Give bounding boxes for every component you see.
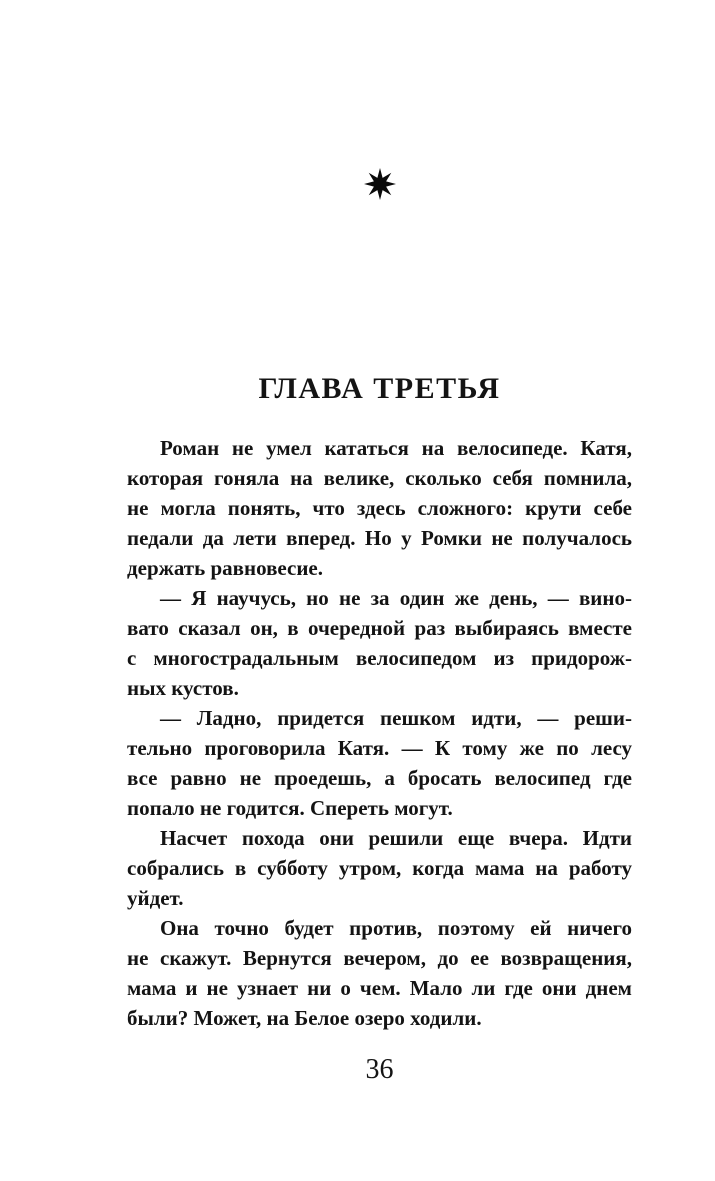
body-text bbox=[127, 433, 632, 1033]
body-line: педали да лети вперед. Но у Ромки не получалось bbox=[127, 526, 632, 550]
body-line: которая гоняла на велике, сколько себя помнила, bbox=[127, 466, 632, 490]
paragraph bbox=[127, 433, 632, 583]
body-line: попало не годится. Спереть могут. bbox=[127, 796, 453, 820]
paragraph bbox=[127, 913, 632, 1033]
page-number: 36 bbox=[365, 1054, 394, 1085]
body-line: — Я научусь, но не за один же день, — вино- bbox=[160, 586, 632, 610]
body-line: не скажут. Вернутся вечером, до ее возвращения, bbox=[127, 946, 632, 970]
paragraph bbox=[127, 703, 632, 823]
body-line: — Ладно, придется пешком идти, — реши- bbox=[160, 706, 632, 730]
body-line: мама и не узнает ни о чем. Мало ли где они днем bbox=[127, 976, 632, 1000]
body-line: Насчет похода они решили еще вчера. Идти bbox=[160, 826, 632, 850]
body-line: уйдет. bbox=[127, 886, 184, 910]
paragraph bbox=[127, 823, 632, 913]
body-line: были? Может, на Белое озеро ходили. bbox=[127, 1006, 482, 1030]
body-line: с многострадальным велосипедом из придорож- bbox=[127, 646, 632, 670]
chapter-ornament bbox=[127, 167, 632, 201]
body-line: не могла понять, что здесь сложного: крути себе bbox=[127, 496, 632, 520]
body-line: тельно проговорила Катя. — К тому же по лесу bbox=[127, 736, 632, 760]
body-line: все равно не проедешь, а бросать велосипед где bbox=[127, 766, 632, 790]
body-line: Она точно будет против, поэтому ей ничего bbox=[160, 916, 632, 940]
body-line: Роман не умел кататься на велосипеде. Катя, bbox=[160, 436, 632, 460]
body-line: ных кустов. bbox=[127, 676, 239, 700]
body-line: держать равновесие. bbox=[127, 556, 323, 580]
body-line: вато сказал он, в очередной раз выбираясь вместе bbox=[127, 616, 632, 640]
paragraph bbox=[127, 583, 632, 703]
body-line: собрались в субботу утром, когда мама на работу bbox=[127, 856, 632, 880]
chapter-title: ГЛАВА ТРЕТЬЯ bbox=[258, 372, 501, 405]
eight-pointed-star-icon bbox=[363, 167, 397, 201]
